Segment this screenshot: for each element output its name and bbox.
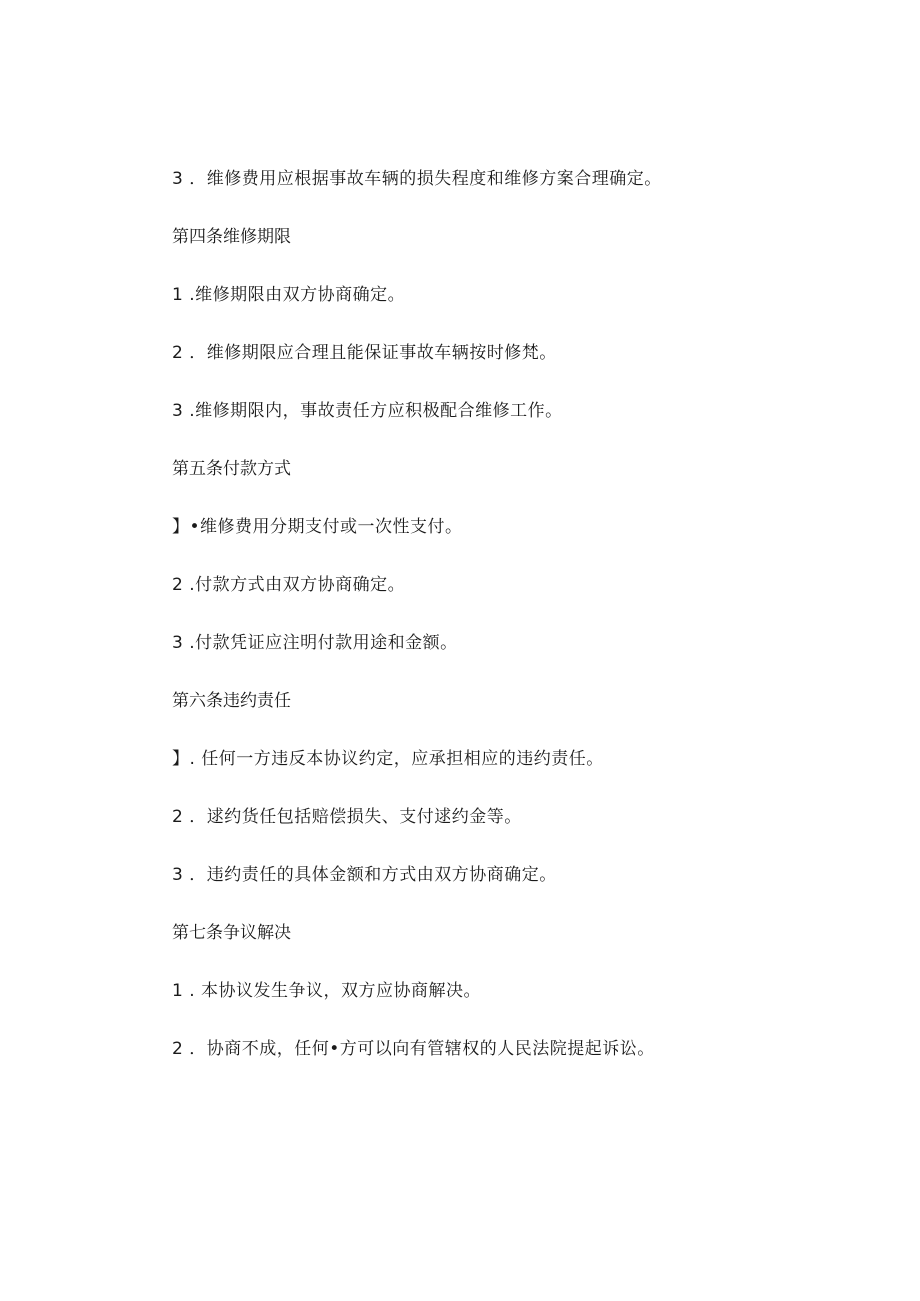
clause-item: 3 ．维修费用应根据事故车辆的损失程度和维修方案合理确定。 <box>172 169 662 189</box>
clause-item: 3 .维修期限内，事故责任方应积极配合维修工作。 <box>172 401 563 421</box>
clause-item: 2 ．维修期限应合理且能保证事故车辆按时修梵。 <box>172 343 557 363</box>
section-heading: 第七条争议解决 <box>172 923 291 943</box>
clause-item: 3 ．违约责任的具体金额和方式由双方协商确定。 <box>172 865 557 885</box>
section-heading: 第六条违约责任 <box>172 691 291 711</box>
clause-item: 3 .付款凭证应注明付款用途和金额。 <box>172 633 458 653</box>
clause-item: 2 ．逑约货任包括赔偿损失、支付逑约金等。 <box>172 807 522 827</box>
clause-item: 2 .付款方式由双方协商确定。 <box>172 575 406 595</box>
section-heading: 第五条付款方式 <box>172 459 291 479</box>
section-heading: 第四条维修期限 <box>172 227 291 247</box>
clause-item: 2 ．协商不成，任何•方可以向有管辖权的人民法院提起诉讼。 <box>172 1039 655 1059</box>
clause-item: 1 . 本协议发生争议，双方应协商解决。 <box>172 981 482 1001</box>
clause-item: 】•维修费用分期支付或一次性支付。 <box>172 517 463 537</box>
clause-item: 1 .维修期限由双方协商确定。 <box>172 285 406 305</box>
clause-item: 】. 任何一方违反本协议约定，应承担相应的违约责任。 <box>172 749 604 769</box>
